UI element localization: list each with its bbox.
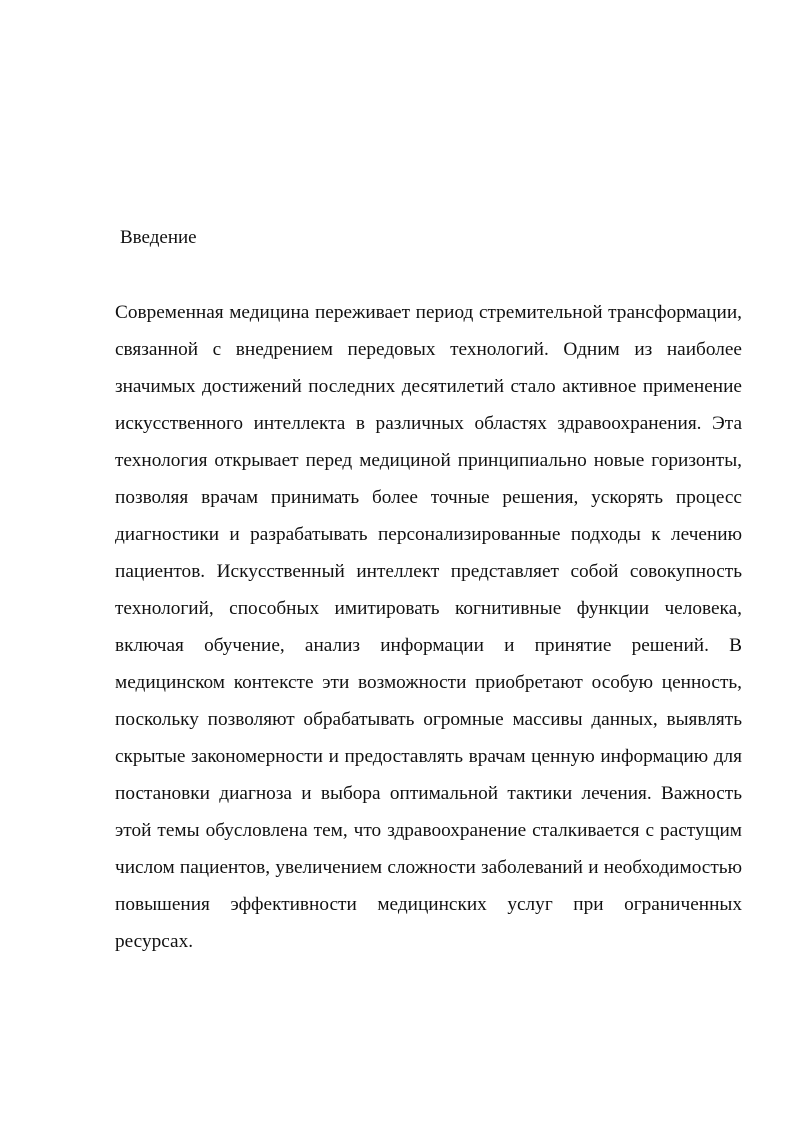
body-paragraph: Современная медицина переживает период стремительной трансформации, связанной с внедрением передовых технологий. Одним из наиболее значимых достижений последних десятилетий стало активное применение искусственного интеллекта в различных областях здравоохранения. Эта технология открывает перед медициной принципиально новые горизонты, позволяя врачам принимать более точные решения, ускорять процесс диагностики и разрабатывать персонализированные подходы к лечению пациентов. Искусственный интеллект представляет собой совокупность технологий, способных имитировать когнитивные функции человека, включая обучение, анализ информации и принятие решений. В медицинском контексте эти возможности приобретают особую ценность, поскольку позволяют обрабатывать огромные массивы данных, выявлять скрытые закономерности и предоставлять врачам ценную информацию для постановки диагноза и выбора оптимальной тактики лечения. Важность этой темы обусловлена тем, что здравоохранение сталкивается с растущим числом пациентов, увеличением сложности заболеваний и необходимостью повышения эффективности медицинских услуг при ограниченных ресурсах. [115, 302, 742, 952]
section-heading: Введение [120, 227, 197, 248]
